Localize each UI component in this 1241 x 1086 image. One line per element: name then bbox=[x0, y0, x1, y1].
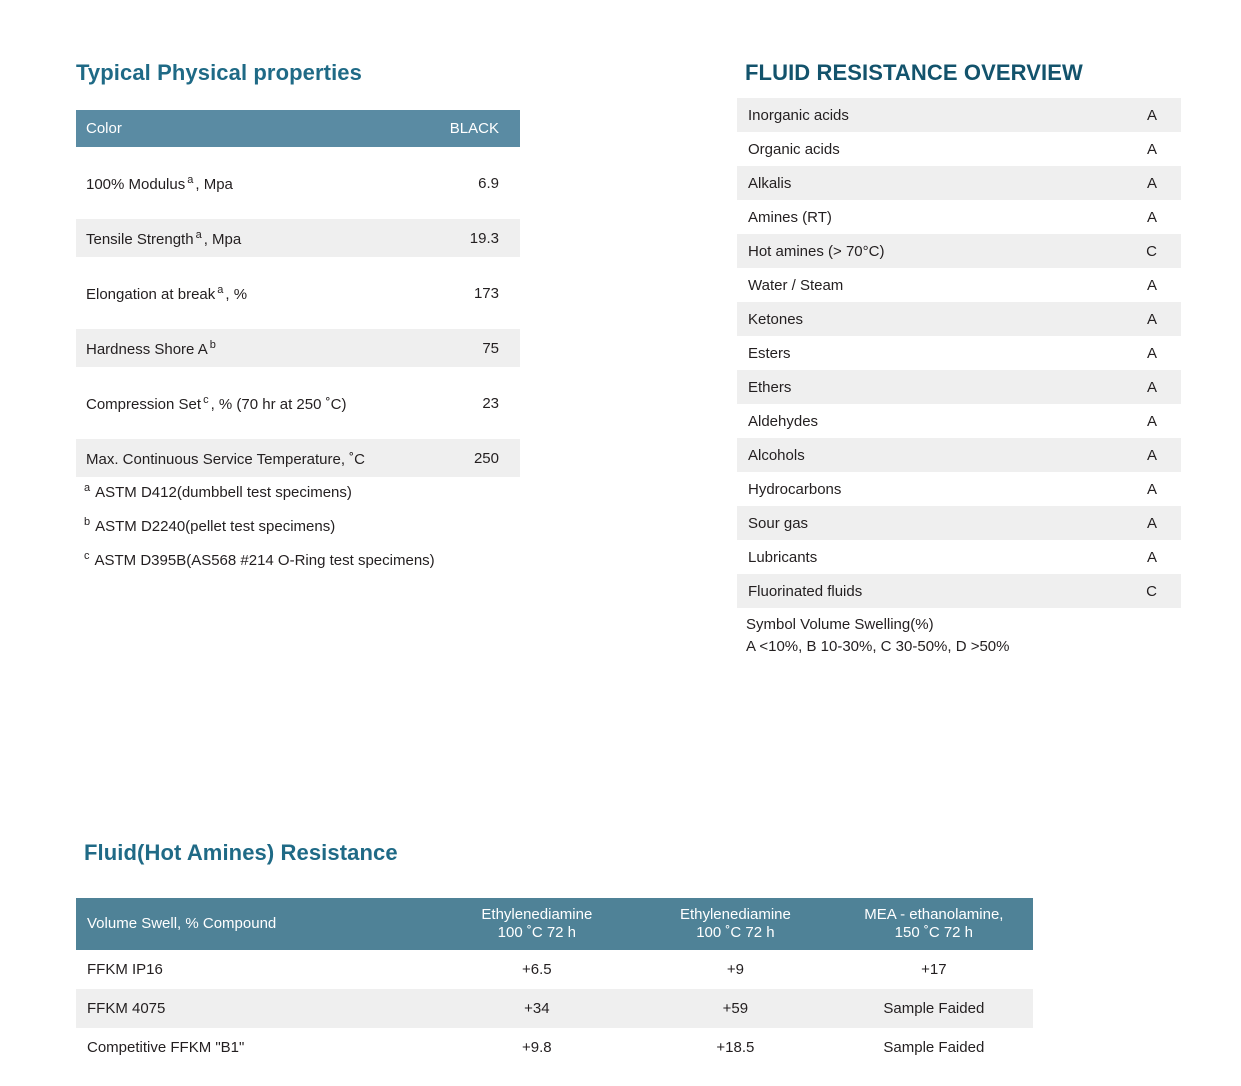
fluid-name: Esters bbox=[748, 344, 791, 362]
hot-amines-resistance-table bbox=[76, 898, 1033, 1067]
row-label-text: Max. Continuous Service Temperature, ˚C bbox=[86, 450, 366, 468]
fluid-rating: C bbox=[1146, 242, 1157, 260]
table-row bbox=[737, 132, 1181, 166]
table-row bbox=[737, 404, 1181, 438]
page-title-hot-amines-resistance: Fluid(Hot Amines) Resistance bbox=[84, 840, 398, 865]
fluid-resistance-legend bbox=[746, 614, 1010, 658]
column-header-mea-ethanolamine bbox=[835, 898, 1033, 950]
row-label-text: Elongation at break bbox=[86, 285, 216, 303]
row-value: 23 bbox=[482, 394, 499, 412]
fluid-rating: A bbox=[1146, 174, 1157, 192]
cell-value: +9 bbox=[636, 950, 835, 989]
row-label-text: Hardness Shore A bbox=[86, 340, 208, 358]
fluid-name: Aldehydes bbox=[748, 412, 819, 430]
footnote-mark: c bbox=[203, 393, 209, 406]
row-value: 6.9 bbox=[478, 174, 499, 192]
fluid-rating: A bbox=[1146, 548, 1157, 566]
column-header-ethylenediamine-1 bbox=[438, 898, 637, 950]
row-gap bbox=[76, 367, 520, 384]
column-header-line1: MEA - ethanolamine, bbox=[864, 906, 1004, 923]
row-label-text: Tensile Strength bbox=[86, 230, 194, 248]
cell-value: +59 bbox=[636, 989, 835, 1028]
table-row bbox=[76, 164, 520, 202]
table-row bbox=[76, 329, 520, 367]
footnote-item bbox=[84, 482, 554, 501]
table-row bbox=[737, 472, 1181, 506]
table-row bbox=[76, 950, 1033, 989]
fluid-name: Ketones bbox=[748, 310, 804, 328]
row-value: 75 bbox=[482, 339, 499, 357]
fluid-rating: A bbox=[1146, 378, 1157, 396]
fluid-rating: A bbox=[1146, 514, 1157, 532]
footnote-mark: a bbox=[84, 482, 91, 494]
table-row bbox=[76, 219, 520, 257]
footnote-mark: b bbox=[84, 516, 91, 528]
cell-compound: FFKM 4075 bbox=[76, 989, 438, 1028]
header-label-color: Color bbox=[86, 120, 122, 137]
fluid-rating: A bbox=[1146, 412, 1157, 430]
footnote-mark bbox=[365, 449, 369, 461]
table-row bbox=[737, 98, 1181, 132]
row-label bbox=[86, 449, 369, 468]
table-row bbox=[737, 302, 1181, 336]
fluid-name: Inorganic acids bbox=[748, 106, 849, 124]
legend-line-2: A <10%, B 10-30%, C 30-50%, D >50% bbox=[746, 638, 1010, 655]
table-row bbox=[76, 989, 1033, 1028]
row-gap bbox=[76, 257, 520, 274]
fluid-rating: A bbox=[1146, 106, 1157, 124]
footnote-mark: a bbox=[195, 228, 202, 241]
table-row bbox=[737, 234, 1181, 268]
table-row bbox=[737, 438, 1181, 472]
table-row bbox=[737, 506, 1181, 540]
column-header-line2: 150 ˚C 72 h bbox=[894, 924, 974, 941]
table-row bbox=[737, 268, 1181, 302]
row-label-text: Compression Set bbox=[86, 395, 202, 413]
footnote-item bbox=[84, 550, 554, 569]
table-row bbox=[737, 574, 1181, 608]
table-row bbox=[76, 274, 520, 312]
page-title-physical-properties: Typical Physical properties bbox=[76, 60, 362, 85]
fluid-name: Sour gas bbox=[748, 514, 809, 532]
table-row bbox=[76, 1028, 1033, 1067]
fluid-rating: A bbox=[1146, 480, 1157, 498]
table-header-row bbox=[76, 898, 1033, 950]
fluid-rating: A bbox=[1146, 310, 1157, 328]
legend-line-1: Symbol Volume Swelling(%) bbox=[746, 616, 934, 633]
table-header-row bbox=[76, 110, 520, 147]
row-value: 19.3 bbox=[469, 229, 499, 247]
row-label-suffix: , Mpa bbox=[203, 230, 242, 248]
table-header bbox=[76, 898, 1033, 950]
column-header-ethylenediamine-2 bbox=[636, 898, 835, 950]
row-gap bbox=[76, 312, 520, 329]
fluid-rating: A bbox=[1146, 344, 1157, 362]
physical-properties-footnotes bbox=[84, 482, 554, 584]
fluid-resistance-table bbox=[737, 98, 1181, 608]
footnote-mark: a bbox=[187, 173, 194, 186]
fluid-name: Hot amines (> 70°C) bbox=[748, 242, 885, 260]
table-row bbox=[737, 370, 1181, 404]
cell-value: +17 bbox=[835, 950, 1033, 989]
row-label-text: 100% Modulus bbox=[86, 175, 186, 193]
fluid-name: Lubricants bbox=[748, 548, 818, 566]
fluid-name: Ethers bbox=[748, 378, 792, 396]
fluid-name: Alcohols bbox=[748, 446, 805, 464]
row-value: 173 bbox=[473, 284, 499, 302]
table-row bbox=[737, 336, 1181, 370]
column-header-compound: Volume Swell, % Compound bbox=[76, 898, 438, 950]
row-label bbox=[86, 174, 233, 193]
column-header-line2: 100 ˚C 72 h bbox=[696, 924, 775, 941]
footnote-text: ASTM D395B(AS568 #214 O-Ring test specimens) bbox=[94, 552, 435, 569]
fluid-rating: A bbox=[1146, 208, 1157, 226]
row-label bbox=[86, 284, 247, 303]
footnote-mark: a bbox=[217, 283, 224, 296]
row-label bbox=[86, 229, 241, 248]
column-header-line2: 100 ˚C 72 h bbox=[497, 924, 577, 941]
row-label-suffix: , % (70 hr at 250 ˚C) bbox=[210, 395, 347, 413]
row-gap bbox=[76, 422, 520, 439]
table-row bbox=[76, 439, 520, 477]
table-body bbox=[76, 950, 1033, 1067]
row-label bbox=[86, 339, 218, 358]
fluid-name: Fluorinated fluids bbox=[748, 582, 863, 600]
cell-value: +6.5 bbox=[438, 950, 637, 989]
page-title-fluid-resistance-overview: FLUID RESISTANCE OVERVIEW bbox=[745, 60, 1083, 85]
fluid-rating: A bbox=[1146, 140, 1157, 158]
cell-compound: FFKM IP16 bbox=[76, 950, 438, 989]
header-value-color: BLACK bbox=[449, 120, 499, 137]
row-label-suffix: , Mpa bbox=[195, 175, 233, 193]
row-label-suffix: , % bbox=[225, 285, 248, 303]
physical-properties-table bbox=[76, 110, 520, 477]
row-value: 250 bbox=[473, 449, 499, 467]
row-gap bbox=[76, 202, 520, 219]
row-gap bbox=[76, 147, 520, 164]
row-label bbox=[86, 394, 346, 413]
cell-value: Sample Faided bbox=[835, 1028, 1033, 1067]
footnote-item bbox=[84, 516, 554, 535]
footnote-text: ASTM D412(dumbbell test specimens) bbox=[95, 484, 352, 501]
fluid-rating: C bbox=[1146, 582, 1157, 600]
fluid-rating: A bbox=[1146, 446, 1157, 464]
cell-value: +34 bbox=[438, 989, 637, 1028]
cell-value: +9.8 bbox=[438, 1028, 637, 1067]
table-row bbox=[737, 200, 1181, 234]
cell-value: Sample Faided bbox=[835, 989, 1033, 1028]
fluid-name: Amines (RT) bbox=[748, 208, 832, 226]
fluid-rating: A bbox=[1146, 276, 1157, 294]
fluid-name: Organic acids bbox=[748, 140, 840, 158]
cell-compound: Competitive FFKM "B1" bbox=[76, 1028, 438, 1067]
column-header-line1: Ethylenediamine bbox=[481, 906, 593, 923]
table-row bbox=[76, 384, 520, 422]
column-header-line1: Ethylenediamine bbox=[679, 906, 791, 923]
fluid-name: Water / Steam bbox=[748, 276, 844, 294]
footnote-mark: c bbox=[84, 550, 90, 562]
footnote-text: ASTM D2240(pellet test specimens) bbox=[95, 518, 336, 535]
table-row bbox=[737, 540, 1181, 574]
fluid-name: Hydrocarbons bbox=[748, 480, 842, 498]
cell-value: +18.5 bbox=[636, 1028, 835, 1067]
footnote-mark: b bbox=[209, 338, 216, 351]
table-row bbox=[737, 166, 1181, 200]
fluid-name: Alkalis bbox=[748, 174, 792, 192]
